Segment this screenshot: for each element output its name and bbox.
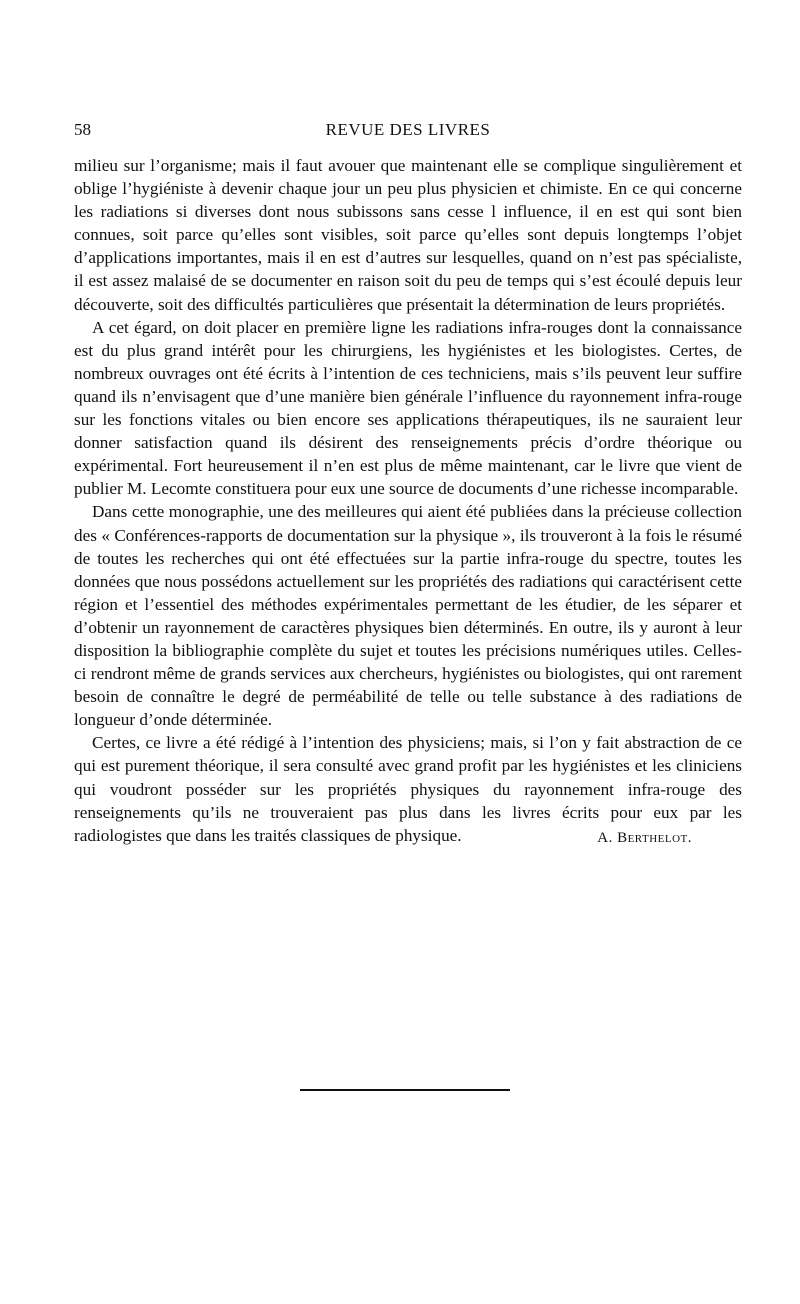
paragraph-2: A cet égard, on doit placer en première ligne les radiations infra-rouges dont la connaissance est du plus grand intérêt pour les chirurgiens, les hygiénistes et les biologistes. Certes, de nombreux ouvrages ont été écrits à l’intention de ces techniciens, mais s’ils peuvent leur suffire quand ils n’envisagent que d’une manière bien générale l’influence du rayonnement infra-rouge sur les fonctions vitales ou bien encore ses applications thérapeutiques, ils ne sauraient leur donner satisfaction quand ils désirent des renseignements précis d’ordre théorique ou expérimental. Fort heureusement il n’en est plus de même maintenant, car le livre que vient de publier M. Lecomte constituera pour eux une source de documents d’une richesse incomparable. [74, 317, 742, 499]
book-review-page [74, 120, 742, 847]
paragraph-4: Certes, ce livre a été rédigé à l’intention des physiciens; mais, si l’on y fait abstraction de ce qui est purement théorique, il sera consulté avec grand profit par les hygiénistes et les cliniciens qui voudront posséder sur les propriétés physiques du rayonnement infra-rouge des renseignements qu’ils ne trouveraient pas plus dans les livres écrits pour eux par les radiologistes que dans les traités classiques de physique. [74, 733, 742, 845]
page-header [74, 120, 742, 146]
page-number: 58 [74, 120, 91, 139]
running-title: REVUE DES LIVRES [325, 120, 491, 139]
review-body [74, 154, 742, 847]
paragraph-3: Dans cette monographie, une des meilleures qui aient été publiées dans la précieuse collection des « Conférences-rapports de documentation sur la physique », ils trouveront à la fois le résumé de toutes les recherches qui ont été effectuées sur la partie infra-rouge du spectre, toutes les données que nous possédons actuellement sur les propriétés des radiations qui caractérisent cette région et l’essentiel des méthodes expérimentales permettant de les étudier, de les séparer et d’obtenir un rayonnement de caractères physiques bien déterminés. En outre, ils y auront à leur disposition la bibliographie complète du sujet et toutes les précisions numériques utiles. Celles-ci rendront même de grands services aux chercheurs, hygiénistes ou biologistes, qui ont rarement besoin de connaître le degré de perméabilité de telle ou telle substance à des radiations de longueur d’onde déterminée. [74, 502, 742, 730]
signature-line [74, 824, 742, 847]
author-signature: A. Berthelot. [597, 829, 692, 846]
paragraph-1: milieu sur l’organisme; mais il faut avouer que maintenant elle se complique singulièrement et oblige l’hygiéniste à devenir chaque jour un peu plus physicien et chimiste. En ce qui concerne les radiations si diverses dont nous subissons sans cesse l influence, il en est qui sont bien connues, soit parce qu’elles sont visibles, soit parce qu’elles sont depuis longtemps l’objet d’applications importantes, mais il en est d’autres sur lesquelles, quand on n’est pas spécialiste, il est assez malaisé de se documenter en raison soit du peu de temps qui s’est écoulé depuis leur découverte, soit des difficultés particulières que présentait la détermination de leurs propriétés. [74, 156, 742, 314]
section-end-rule [300, 1089, 510, 1091]
